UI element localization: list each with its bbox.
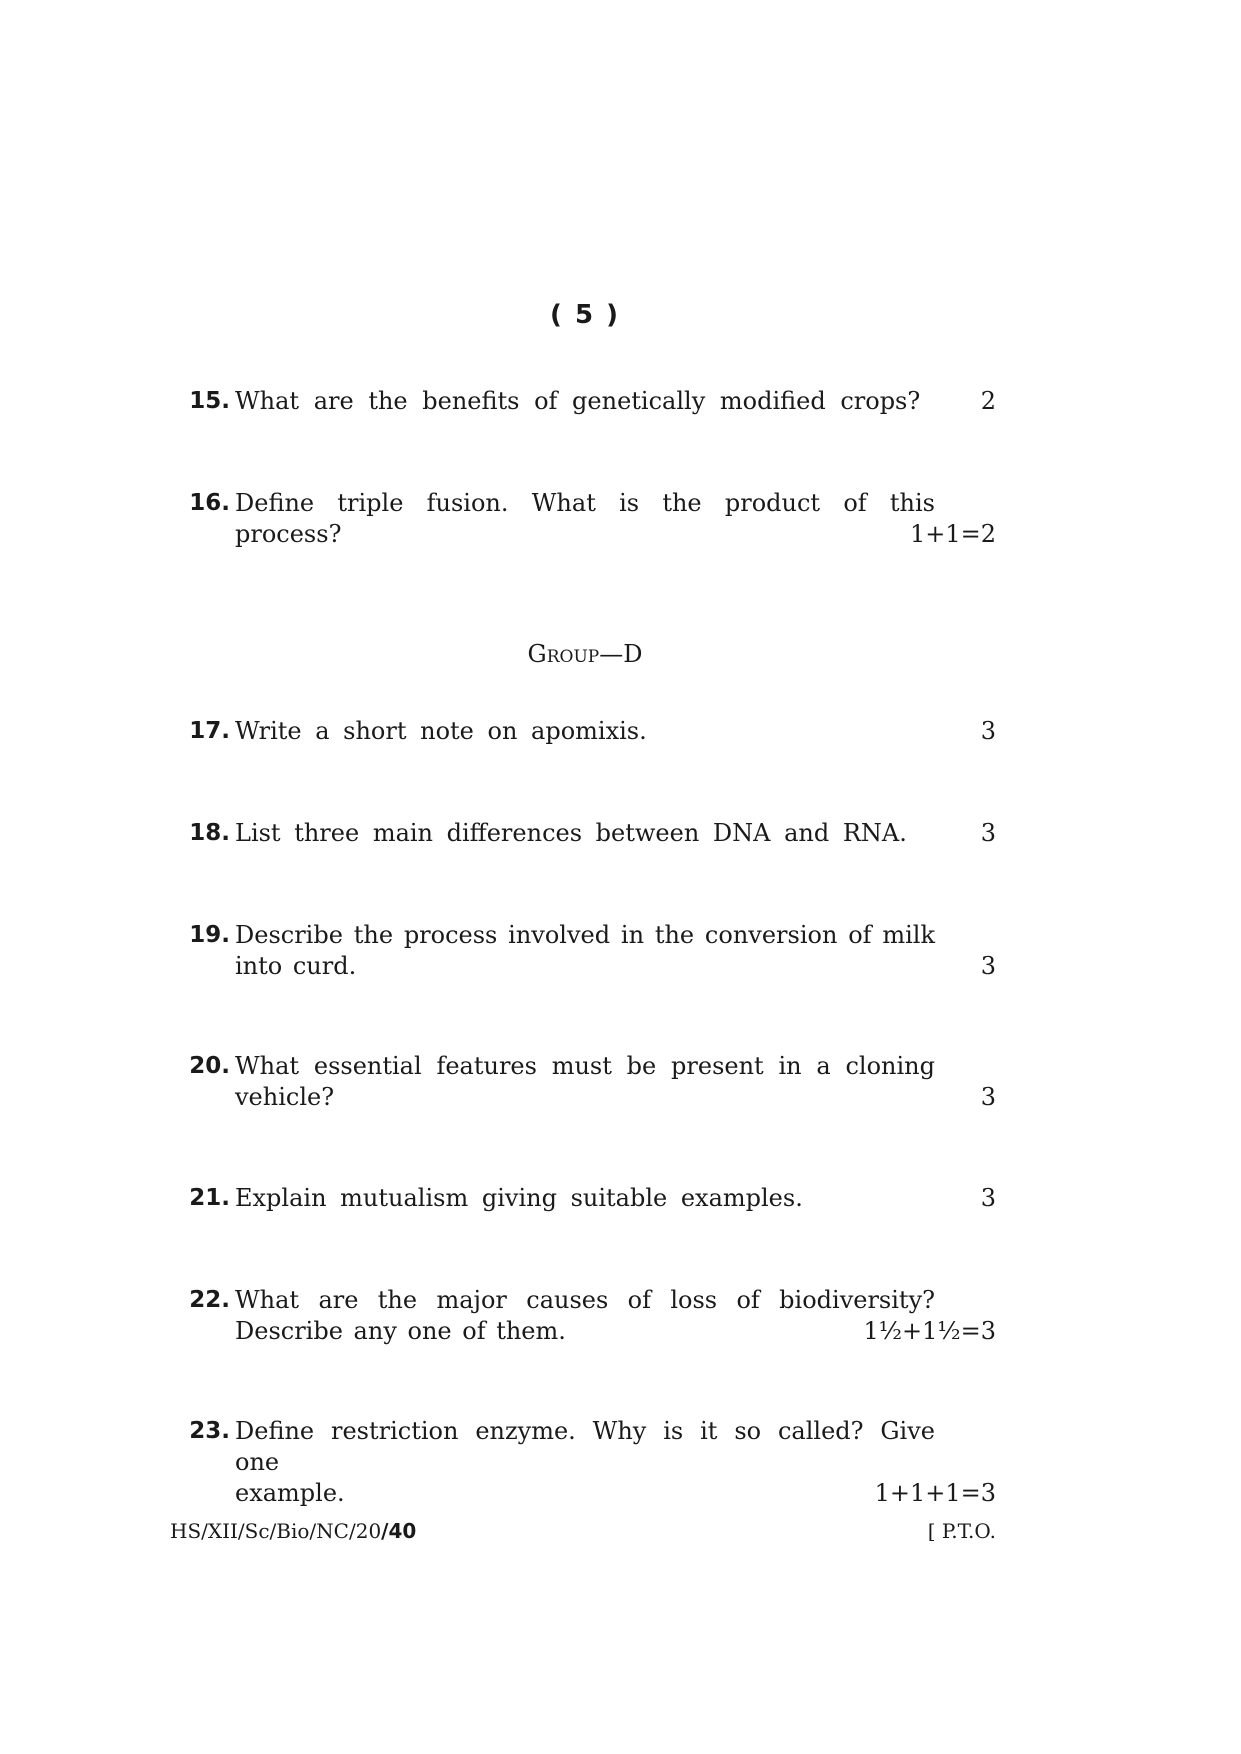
paper-code-prefix: HS/XII/Sc/Bio/NC/20: [170, 1519, 382, 1543]
page-number: ( 5 ): [550, 300, 620, 330]
question-number: 17.: [189, 718, 230, 744]
question-line: example.: [235, 1479, 345, 1507]
please-turn-over: [ P.T.O.: [927, 1519, 996, 1543]
question-text: [235, 386, 996, 417]
group-heading: Group—D: [527, 640, 643, 668]
question-line: Explain mutualism giving suitable examples.: [235, 1184, 803, 1212]
question-22: [172, 1285, 996, 1347]
question-line: Write a short note on apomixis.: [235, 717, 647, 745]
question-text: [235, 920, 996, 982]
question-text: [235, 818, 996, 849]
question-number: 15.: [189, 388, 230, 414]
paper-code-suffix: /40: [381, 1519, 417, 1543]
question-19: [172, 920, 996, 982]
question-20: [172, 1051, 996, 1113]
question-marks: 3: [980, 952, 996, 980]
question-text: [235, 488, 996, 550]
paper-code: [170, 1519, 416, 1543]
question-marks: 1+1+1=3: [874, 1479, 996, 1507]
question-17: [172, 716, 996, 747]
question-line: What essential features must be present in a cloning: [235, 1052, 935, 1080]
question-number: 18.: [189, 820, 230, 846]
question-text: [235, 1183, 996, 1214]
question-line: What are the major causes of loss of biodiversity?: [235, 1286, 935, 1314]
question-text: [235, 716, 996, 747]
question-marks: 3: [980, 1083, 996, 1111]
question-16: [172, 488, 996, 550]
question-number: 21.: [189, 1185, 230, 1211]
question-18: [172, 818, 996, 849]
question-line: List three main differences between DNA and RNA.: [235, 819, 907, 847]
question-marks: 3: [980, 717, 996, 745]
question-line: What are the benefits of genetically modified crops?: [235, 387, 921, 415]
question-text: [235, 1051, 996, 1113]
question-number: 16.: [189, 490, 230, 516]
question-line: into curd.: [235, 952, 357, 980]
question-line: Describe the process involved in the conversion of milk: [235, 921, 935, 949]
question-marks: 2: [980, 387, 996, 415]
question-23: [172, 1416, 996, 1509]
question-marks: 3: [980, 1184, 996, 1212]
question-line: Define triple fusion. What is the product of this: [235, 489, 935, 517]
question-line: vehicle?: [235, 1083, 335, 1111]
question-marks: 3: [980, 819, 996, 847]
question-marks: 1½+1½=3: [863, 1317, 996, 1345]
question-line: process?: [235, 520, 342, 548]
question-number: 20.: [189, 1053, 230, 1079]
question-number: 22.: [189, 1287, 230, 1313]
question-number: 23.: [189, 1418, 230, 1444]
question-21: [172, 1183, 996, 1214]
question-line: Describe any one of them.: [235, 1317, 566, 1345]
question-15: [172, 386, 996, 417]
question-line: Define restriction enzyme. Why is it so called? Give one: [235, 1417, 935, 1476]
question-marks: 1+1=2: [909, 520, 996, 548]
question-number: 19.: [189, 922, 230, 948]
